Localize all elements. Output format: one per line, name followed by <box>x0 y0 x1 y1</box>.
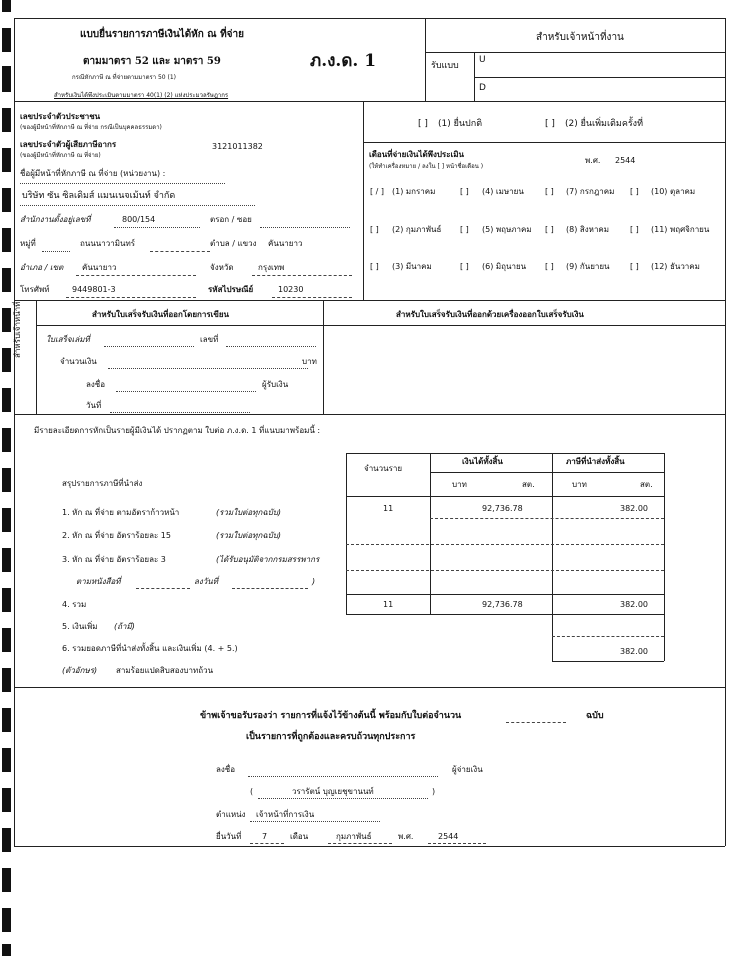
row1-note: (รวมใบต่อทุกฉบับ) <box>216 508 282 517</box>
month-name: (12) ธันวาคม <box>651 262 700 271</box>
tax-satang: สต. <box>640 480 653 489</box>
month-name: (3) มีนาคม <box>392 262 432 271</box>
phone-line <box>66 297 196 298</box>
receipt-side-divider <box>36 300 37 414</box>
citizen-id-sub: (ของผู้มีหน้าที่หักภาษี ณ ที่จ่าย กรณีเป็นบุคคลธรรมดา) <box>20 124 162 131</box>
form-title: แบบยื่นรายการภาษีเงินได้หัก ณ ที่จ่าย <box>80 29 244 40</box>
row4-income: 92,736.78 <box>482 600 523 609</box>
row1-income: 92,736.78 <box>482 504 523 513</box>
signer-open: ( <box>250 787 254 796</box>
row3-letter-line <box>136 588 190 589</box>
receipt-date-line <box>110 412 250 413</box>
table-total-bottom <box>346 614 664 615</box>
additional-label: (2) ยื่นเพิ่มเติมครั้งที่ <box>565 119 644 129</box>
frame-bottom <box>14 846 725 847</box>
sign-label: ลงชื่อ <box>86 380 106 389</box>
month-check[interactable]: [ ] <box>545 187 554 196</box>
col-tax: ภาษีที่นำส่งทั้งสิ้น <box>566 457 625 466</box>
month-name: (4) เมษายน <box>482 187 524 196</box>
postcode-label: รหัสไปรษณีย์ <box>208 285 254 294</box>
row4-label: 4. รวม <box>62 600 87 609</box>
moo-line <box>42 251 70 252</box>
year-value: 2544 <box>615 156 636 165</box>
row3-line <box>346 570 664 571</box>
month-name: (1) มกราคม <box>392 187 436 196</box>
month-check[interactable]: [ ] <box>460 262 469 271</box>
col-income: เงินได้ทั้งสิ้น <box>462 457 503 466</box>
cert-sign-label: ลงชื่อ <box>216 765 236 774</box>
book-label: ใบเสร็จเล่มที่ <box>46 335 90 344</box>
office-value: 800/154 <box>122 215 156 224</box>
row2-label: 2. หัก ณ ที่จ่าย อัตราร้อยละ 15 <box>62 531 171 540</box>
table-total-top <box>346 594 664 595</box>
month-check[interactable]: [ / ] <box>370 187 385 196</box>
frame-right <box>725 18 726 846</box>
number-line <box>226 346 316 347</box>
filed-year: 2544 <box>438 832 459 841</box>
table-top <box>346 453 664 454</box>
month-name: (8) สิงหาคม <box>566 225 610 234</box>
col-count: จำนวนราย <box>364 464 403 473</box>
position-line <box>250 821 380 822</box>
row3-date-label: ลงวันที่ <box>194 577 219 586</box>
additional-check[interactable]: [ ] <box>545 119 555 129</box>
row6-tax: 382.00 <box>620 647 648 656</box>
manual-header: สำหรับใบเสร็จรับเงินที่ออกโดยการเขียน <box>92 310 229 319</box>
amount-line <box>108 368 308 369</box>
receiver-label: ผู้รับเงิน <box>262 380 289 389</box>
words-label: (ตัวอักษร) <box>62 666 98 675</box>
month-check[interactable]: [ ] <box>545 225 554 234</box>
details-intro: มีรายละเอียดการหักเป็นรายผู้มีเงินได้ ปรากฏตาม ใบต่อ ภ.ง.ด. 1 ที่แนบมาพร้อมนี้ : <box>34 426 321 435</box>
officer-u: U <box>479 55 486 65</box>
name-value: บริษัท ซัน ซิลเดิมส์ แมนเนจเม้นท์ จำกัด <box>22 191 176 201</box>
frame-left <box>14 18 15 846</box>
month-label: เดือนที่จ่ายเงินได้พึงประเมิน <box>369 150 464 159</box>
form-note-2: สำหรับเงินได้พึงประเมินตามมาตรา 40(1) (2) แห่งประมวลรัษฎากร <box>54 92 229 99</box>
row5-line <box>552 636 664 637</box>
row6-label: 6. รวมยอดภาษีที่นำส่งทั้งสิ้น และเงินเพิ่ม (4. + 5.) <box>62 644 238 653</box>
name-label: ชื่อผู้มีหน้าที่หักภาษี ณ ที่จ่าย (หน่วยงาน) : <box>20 169 166 178</box>
normal-check[interactable]: [ ] <box>418 119 428 129</box>
province-value: กรุงเทพ <box>258 263 285 272</box>
postcode-line <box>272 297 352 298</box>
month-check[interactable]: [ ] <box>370 262 379 271</box>
words-value: สามร้อยแปดสิบสองบาทถ้วน <box>116 666 214 675</box>
income-satang: สต. <box>522 480 535 489</box>
moo-label: หมู่ที่ <box>20 239 36 248</box>
form-note-1: กรณีหักภาษี ณ ที่จ่ายตามมาตรา 50 (1) <box>72 74 177 81</box>
receipt-date-label: วันที่ <box>86 401 102 410</box>
frame-top <box>14 18 725 19</box>
month-check[interactable]: [ ] <box>545 262 554 271</box>
tax-id-label: เลขประจำตัวผู้เสียภาษีอากร <box>20 140 117 149</box>
amount-baht: บาท <box>302 357 317 366</box>
alley-label: ตรอก / ซอย <box>210 215 252 224</box>
form-sections: ตามมาตรา 52 และ มาตรา 59 <box>83 56 221 67</box>
book-line <box>104 346 194 347</box>
month-name: (11) พฤศจิกายน <box>651 225 710 234</box>
subdistrict-value: คันนายาว <box>268 239 303 248</box>
header-divider <box>425 18 426 101</box>
row2-note: (รวมใบต่อทุกฉบับ) <box>216 531 282 540</box>
officer-mid-line <box>474 77 725 78</box>
road-value: ถนนนาวามินทร์ <box>80 239 136 248</box>
summary-title: สรุปรายการภาษีที่นำส่ง <box>62 479 143 488</box>
row2-line <box>346 544 664 545</box>
filed-month-line <box>328 843 392 844</box>
receipt-side-label: สำหรับเจ้าหน้าที่ <box>13 301 22 358</box>
table-right <box>664 453 665 661</box>
month-check[interactable]: [ ] <box>630 225 639 234</box>
filed-year-line <box>428 843 486 844</box>
receipt-header-line <box>36 325 725 326</box>
phone-value: 9449801-3 <box>72 285 116 294</box>
citizen-id-label: เลขประจำตัวประชาชน <box>20 112 101 121</box>
cert-copies: ฉบับ <box>586 711 604 721</box>
year-label: พ.ศ. <box>585 156 601 165</box>
taxpayer-divider <box>363 101 364 300</box>
district-value: คันนายาว <box>82 263 117 272</box>
section-line-cert-top <box>14 687 725 688</box>
row4-count: 11 <box>383 600 394 609</box>
row1-count: 11 <box>383 504 394 513</box>
month-check[interactable]: [ ] <box>460 225 469 234</box>
road-line <box>150 251 210 252</box>
month-check[interactable]: [ ] <box>370 225 379 234</box>
district-label: อำเภอ / เขต <box>20 263 64 272</box>
machine-header: สำหรับใบเสร็จรับเงินที่ออกด้วยเครื่องออกใบเสร็จรับเงิน <box>396 310 584 319</box>
month-name: (2) กุมภาพันธ์ <box>392 225 442 234</box>
normal-label: (1) ยื่นปกติ <box>438 119 483 129</box>
alley-line <box>260 227 350 228</box>
row3-close: ) <box>312 577 316 586</box>
month-check[interactable]: [ ] <box>460 187 469 196</box>
district-line <box>76 275 196 276</box>
cert-payer: ผู้จ่ายเงิน <box>452 765 483 774</box>
filed-year-label: พ.ศ. <box>398 832 414 841</box>
name-value-line <box>20 205 255 206</box>
subdistrict-label: ตำบล / แขวง <box>210 239 257 248</box>
filing-line <box>363 142 725 143</box>
tax-baht: บาท <box>572 480 587 489</box>
form-code: ภ.ง.ด. 1 <box>310 51 377 71</box>
position-label: ตำแหน่ง <box>216 810 246 819</box>
section-line-details-top <box>14 414 725 415</box>
amount-label: จำนวนเงิน <box>60 357 97 366</box>
row5-label: 5. เงินเพิ่ม <box>62 622 98 631</box>
filed-month-label: เดือน <box>290 832 309 841</box>
officer-header: สำหรับเจ้าหน้าที่งาน <box>536 32 624 43</box>
signer-line <box>258 798 428 799</box>
row3-label: 3. หัก ณ ที่จ่าย อัตราร้อยละ 3 <box>62 555 166 564</box>
province-label: จังหวัด <box>210 263 234 272</box>
row3-note: (ได้รับอนุมัติจากกรมสรรพากร <box>216 555 320 564</box>
month-name: (6) มิถุนายน <box>482 262 527 271</box>
cert-line1: ข้าพเจ้าขอรับรองว่า รายการที่แจ้งไว้ข้างต้นนี้ พร้อมกับใบต่อจำนวน <box>200 711 462 721</box>
row4-tax: 382.00 <box>620 600 648 609</box>
month-check[interactable]: [ ] <box>630 187 639 196</box>
row3-date-line <box>232 588 308 589</box>
table-col2 <box>430 453 431 614</box>
signer-name: วรารัตน์ บุญเยชุขานนท์ <box>292 787 374 796</box>
tax-id-sub: (ของผู้มีหน้าที่หักภาษี ณ ที่จ่าย) <box>20 152 101 159</box>
table-head-bottom <box>346 496 664 497</box>
table-col3 <box>552 453 553 661</box>
officer-d: D <box>479 83 486 93</box>
row1-label: 1. หัก ณ ที่จ่าย ตามอัตราก้าวหน้า <box>62 508 180 517</box>
row5-note: (ถ้ามี) <box>114 622 135 631</box>
table-subhead-line <box>430 472 664 473</box>
month-name: (10) ตุลาคม <box>651 187 696 196</box>
month-sub: (ให้ทำเครื่องหมาย / ลงใน [ ] หน้าชื่อเดือน ) <box>369 163 484 170</box>
row1-line <box>430 518 664 519</box>
name-label-line <box>20 183 225 184</box>
header-bottom-line <box>14 101 725 102</box>
filed-day-line <box>250 843 284 844</box>
section-line-receipt-top <box>14 300 725 301</box>
table-grand-bottom <box>552 661 664 662</box>
cert-copies-line <box>506 722 566 723</box>
number-label: เลขที่ <box>200 335 219 344</box>
office-label: สำนักงานตั้งอยู่เลขที่ <box>20 215 91 224</box>
province-line <box>252 275 352 276</box>
filed-month: กุมภาพันธ์ <box>336 832 372 841</box>
row1-tax: 382.00 <box>620 504 648 513</box>
sign-line <box>116 391 256 392</box>
receipt-mid-divider <box>323 300 324 414</box>
officer-line <box>425 52 725 53</box>
row3-letter-label: ตามหนังสือที่ <box>76 577 121 586</box>
month-name: (5) พฤษภาคม <box>482 225 532 234</box>
signer-close: ) <box>432 787 436 796</box>
tax-id-value: 3121011382 <box>212 142 263 151</box>
month-check[interactable]: [ ] <box>630 262 639 271</box>
office-line <box>114 227 200 228</box>
month-name: (7) กรกฎาคม <box>566 187 615 196</box>
phone-label: โทรศัพท์ <box>20 285 50 294</box>
month-name: (9) กันยายน <box>566 262 610 271</box>
cert-sign-line <box>248 776 438 777</box>
income-baht: บาท <box>452 480 467 489</box>
position-value: เจ้าหน้าที่การเงิน <box>256 810 315 819</box>
table-left <box>346 453 347 614</box>
receive-label: รับแบบ <box>431 61 459 71</box>
postcode-value: 10230 <box>278 285 304 294</box>
filed-label: ยื่นวันที่ <box>216 832 242 841</box>
filed-day: 7 <box>262 832 268 841</box>
cert-line2: เป็นรายการที่ถูกต้องและครบถ้วนทุกประการ <box>246 732 416 742</box>
